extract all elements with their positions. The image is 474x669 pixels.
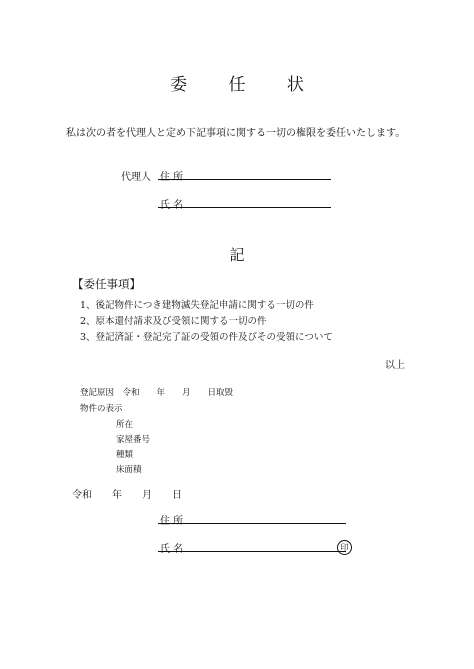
agent-address-line [158, 179, 331, 180]
registration-cause: 登記原因 令和 年 月 日取毀 [80, 388, 234, 398]
delegation-item-1: 1、後記物件につき建物滅失登記申請に関する一切の件 [80, 300, 314, 311]
delegation-item-3: 3、登記済証・登記完了証の受領の件及びその受領について [80, 332, 333, 343]
ki-heading: 記 [229, 246, 245, 264]
property-location: 所在 [116, 420, 134, 430]
seal-mark-icon: 印 [337, 540, 352, 555]
property-house-number: 家屋番号 [116, 435, 151, 445]
date-line: 令和 年 月 日 [72, 490, 182, 501]
agent-name-label: 氏 名 [160, 200, 184, 211]
principal-address-label: 住 所 [160, 516, 184, 527]
delegation-heading: 【委任事項】 [72, 277, 141, 291]
property-floor-area: 床面積 [116, 465, 142, 475]
principal-address-line [158, 523, 346, 524]
principal-name-line [158, 551, 346, 552]
principal-name-label: 氏 名 [160, 544, 184, 555]
property-label: 物件の表示 [80, 404, 123, 414]
property-type: 種類 [116, 450, 134, 460]
closing-ijo: 以上 [385, 360, 405, 371]
intro-text: 私は次の者を代理人と定め下記事項に関する一切の権限を委任いたします。 [66, 128, 406, 139]
delegation-item-2: 2、原本還付請求及び受領に関する一切の件 [80, 316, 267, 327]
agent-label: 代理人 [121, 172, 151, 183]
agent-name-line [158, 207, 331, 208]
agent-address-label: 住 所 [160, 172, 184, 183]
document-title: 委 任 状 [170, 75, 322, 95]
